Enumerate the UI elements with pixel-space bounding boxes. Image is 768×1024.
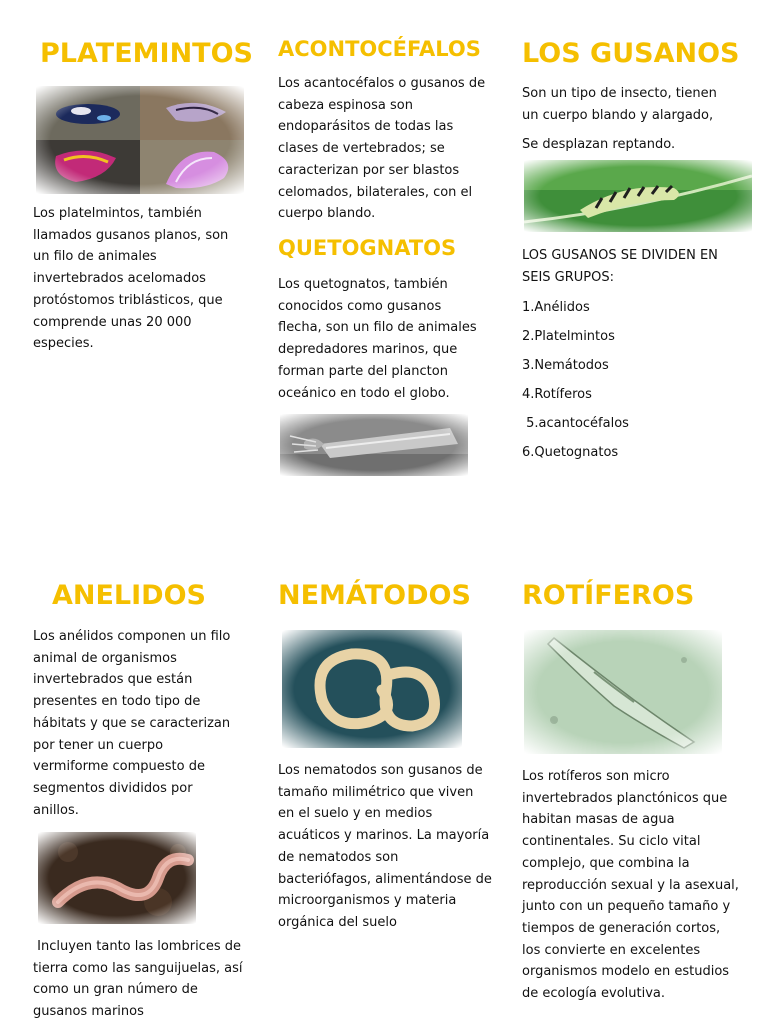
list-item: 5.acantocéfalos [522,416,629,431]
los-gusanos-title: LOS GUSANOS [522,38,740,69]
anelidos-title: ANELIDOS [52,580,206,611]
platemintos-title: PLATEMINTOS [40,38,253,69]
arrow-worm-micrograph [280,414,468,476]
nematodos-text: Los nematodos son gusanos de tamaño milimétrico que viven en el suelo y en medios acuáticos y marinos. La mayoría de nematodos son bacteriófagos, alimentándose de microorganismos y materia orgánica del suelo [278,763,492,930]
groups-list [522,293,629,467]
quetognatos-text: Los quetognatos, también conocidos como gusanos flecha, son un filo de animales depredadores marinos, que forman parte del plancton oceánico en todo el globo. [278,277,477,401]
los-gusanos-move: Se desplazan reptando. [522,137,676,152]
list-item: 2.Platelmintos [522,329,615,344]
list-item: 3.Nemátodos [522,358,609,373]
list-item: 1.Anélidos [522,300,590,315]
list-item: 6.Quetognatos [522,445,619,460]
earthworm-photo [38,832,196,924]
acantocefalos-title: ACONTOCÉFALOS [278,37,481,61]
rotifer-micrograph [524,630,722,754]
platemintos-text: Los platelmintos, también llamados gusanos planos, son un filo de animales invertebrados acelomados protóstomos triblásticos, que comprende unas 20 000 especies. [33,206,229,352]
quetognatos-title: QUETOGNATOS [278,236,457,260]
acantocefalos-text: Los acantocéfalos o gusanos de cabeza espinosa son endoparásitos de todas las clases de vertebrados; se caracterizan por ser blastos celomados, bilaterales, con el cuerpo blando. [278,76,486,222]
nematodos-title: NEMÁTODOS [278,580,471,611]
rotiferos-text: Los rotíferos son micro invertebrados planctónicos que habitan masas de agua continentales. Su ciclo vital complejo, que combina la reproducción sexual y la asexual, junto con un pequeño tamaño y tiempos de generación cortos, los convierte en excelentes organismos modelo en estudios de ecología evolutiva. [522,769,739,1002]
rotiferos-title: ROTÍFEROS [522,580,695,611]
caterpillar-photo [524,160,752,232]
anelidos-text: Los anélidos componen un filo animal de organismos invertebrados que están presentes en todo tipo de hábitats y que se caracterizan por tener un cuerpo vermiforme compuesto de segmentos divididos por anillos. [33,629,231,818]
anelidos-text-2: Incluyen tanto las lombrices de tierra como las sanguijuelas, así como un gran número de gusanos marinos [33,939,247,1020]
nematode-photo [282,630,462,748]
flatworms-photo [36,86,244,194]
groups-heading: LOS GUSANOS SE DIVIDEN EN SEIS GRUPOS: [522,248,718,285]
list-item: 4.Rotíferos [522,387,592,402]
los-gusanos-intro: Son un tipo de insecto, tienen un cuerpo blando y alargado, [522,86,717,123]
